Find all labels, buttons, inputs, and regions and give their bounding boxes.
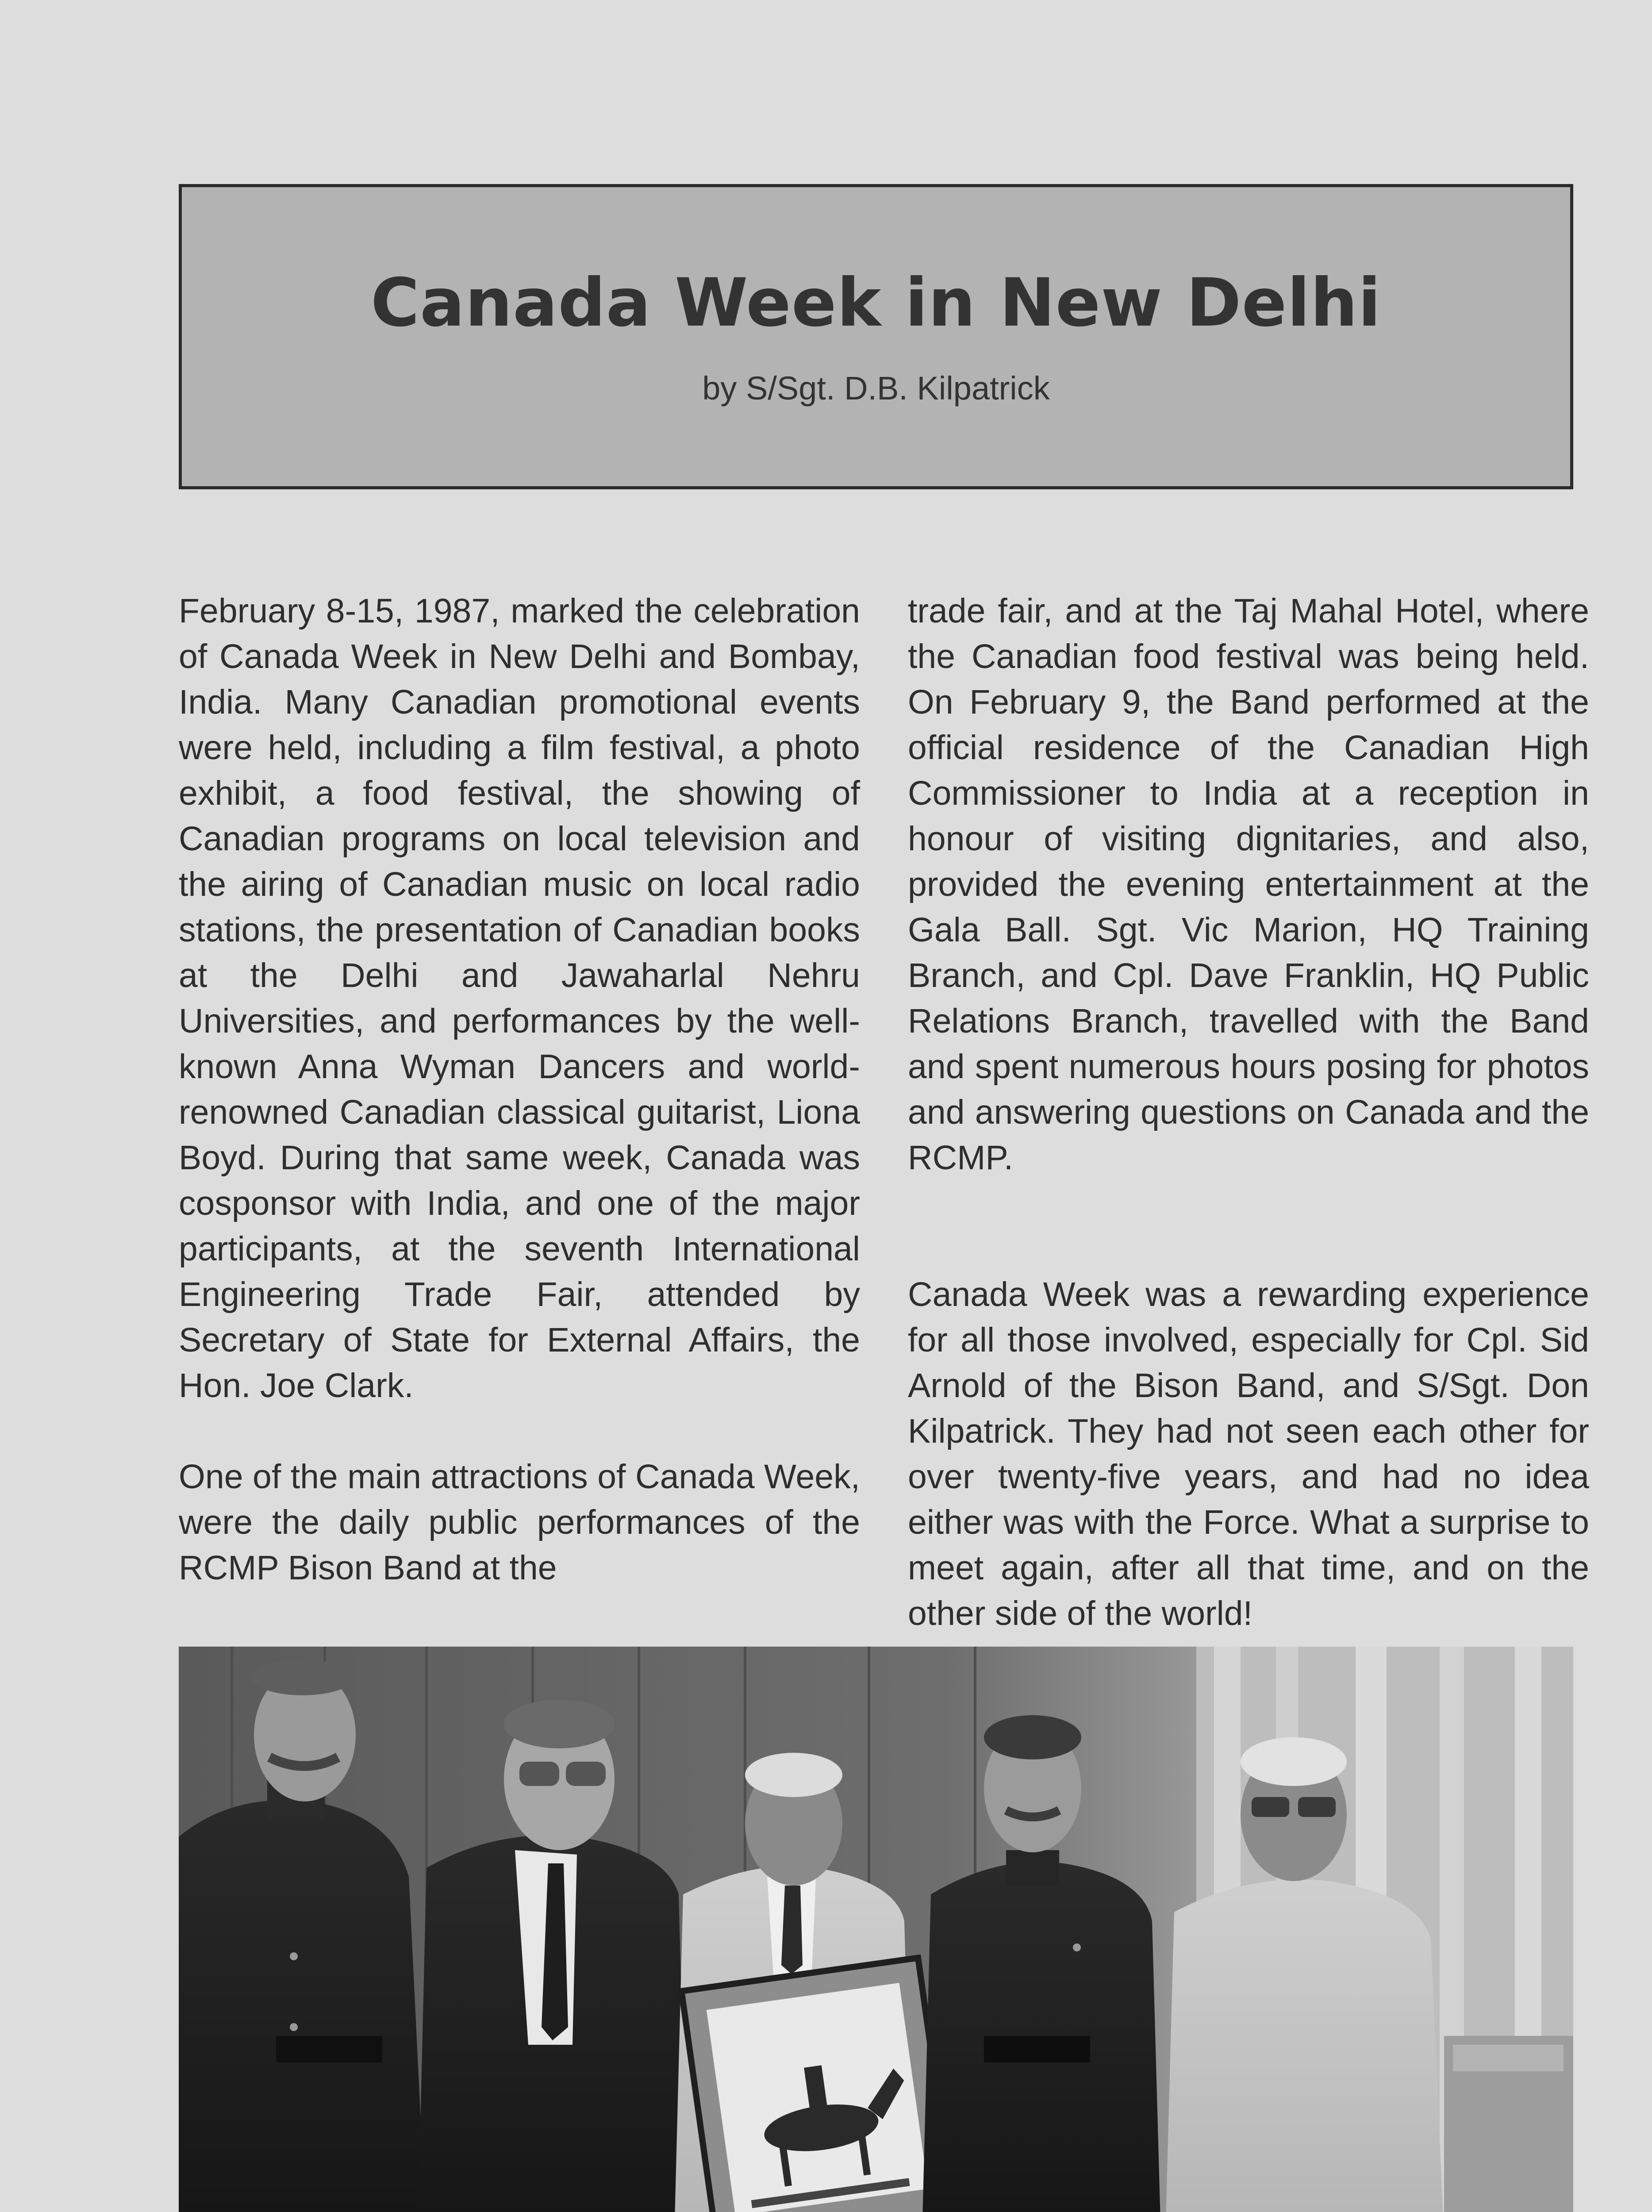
left-column-paragraph: One of the main attractions of Canada Week, were the daily public performances of the RCMP Bison Band at the bbox=[179, 1458, 860, 1587]
left-column-paragraph: February 8-15, 1987, marked the celebration of Canada Week in New Delhi and Bombay, India. Many Canadian promotional events were held, including a film festival, a photo exhibit, a food festival, the showing of Canadian programs on local television and the airing of Canadian music on local radio stations, the presentation of Canadian books at the Delhi and Jawaharlal Nehru Universities, and performances by the well-known Anna Wyman Dancers and world-renowned Canadian classical guitarist, Liona Boyd. During that same week, Canada was cosponsor with India, and one of the major participants, at the seventh International Engineering Trade Fair, attended by Secretary of State for External Affairs, the Hon. Joe Clark. bbox=[179, 592, 860, 1405]
group-photo bbox=[179, 1647, 1573, 2212]
article-byline: by S/Sgt. D.B. Kilpatrick bbox=[702, 370, 1050, 407]
left-column bbox=[179, 588, 860, 1591]
office-chair bbox=[1444, 2036, 1573, 2212]
article-header-box bbox=[179, 184, 1573, 489]
right-column-paragraph: Canada Week was a rewarding experience for all those involved, especially for Cpl. Sid Arnold of the Bison Band, and S/Sgt. Don Kilpatrick. They had not seen each other for over twenty-five years, and had no idea either was with the Force. What a surprise to meet again, after all that time, and on the other side of the world! bbox=[908, 1275, 1589, 1632]
article-title: Canada Week in New Delhi bbox=[370, 265, 1382, 342]
right-column bbox=[908, 588, 1589, 1636]
right-column-paragraph: trade fair, and at the Taj Mahal Hotel, where the Canadian food festival was being held. On February 9, the Band performed at the official residence of the Canadian High Commissioner to India at a reception in honour of visiting dignitaries, and also, provided the evening entertainment at the Gala Ball. Sgt. Vic Marion, HQ Training Branch, and Cpl. Dave Franklin, HQ Public Relations Branch, travelled with the Band and spent numerous hours posing for photos and answering questions on Canada and the RCMP. bbox=[908, 592, 1589, 1177]
framed-horse-print bbox=[681, 1958, 954, 2212]
